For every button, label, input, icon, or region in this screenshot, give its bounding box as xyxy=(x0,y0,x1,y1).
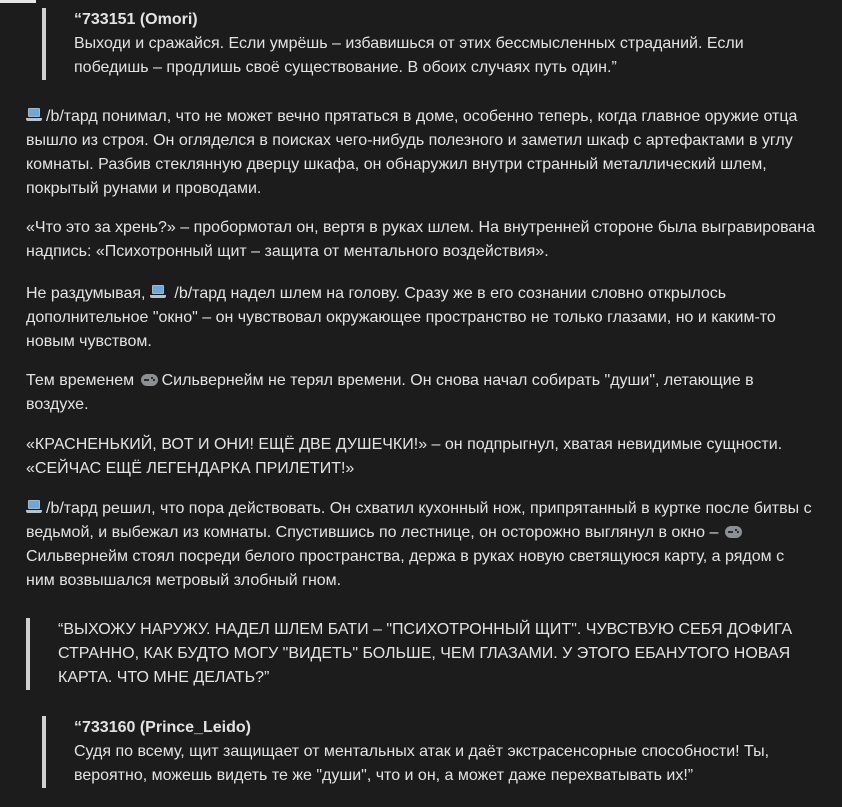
quote-author: “733151 (Omori) xyxy=(74,11,198,28)
gamepad-icon xyxy=(141,374,158,386)
actor-silvername: Сильвернейм xyxy=(26,548,128,565)
quote-text: “ВЫХОЖУ НАРУЖУ. НАДЕЛ ШЛЕМ БАТИ – "ПСИХОТРОННЫЙ ЩИТ". ЧУВСТВУЮ СЕБЯ ДОФИГА СТРАННО, КАК БУДТО МОГУ "ВИДЕТЬ" БОЛЬШЕ, ЧЕМ ГЛАЗАМИ. У ЭТОГО ЕБАНУТОГО НОВАЯ КАРТА. ЧТО МНЕ ДЕЛАТЬ?” xyxy=(58,621,793,686)
story-paragraph xyxy=(26,369,816,417)
top-divider xyxy=(0,0,36,3)
paragraph-text: не терял времени. Он снова начал собирать "души", летающие в воздухе. xyxy=(26,372,754,413)
quote-text: Судя по всему, щит защищает от ментальных атак и даёт экстрасенсорные способности! Ты, вероятно, можешь видеть те же "души", что и он, а может даже перехватывать их!” xyxy=(74,743,770,784)
quote-player xyxy=(26,618,794,690)
story-paragraph xyxy=(26,497,816,593)
actor-btard: /b/тард xyxy=(46,108,98,125)
quote-prince-leido xyxy=(42,716,794,788)
gamepad-icon xyxy=(725,526,742,538)
story-paragraph xyxy=(26,433,816,481)
paragraph-text: стоял посреди белого пространства, держа в руках новую светящуюся карту, а рядом с ним возвышался метровый злобный гном. xyxy=(26,548,785,589)
paragraph-text: «КРАСНЕНЬКИЙ, ВОТ И ОНИ! ЕЩЁ ДВЕ ДУШЕЧКИ!» – он подпрыгнул, хватая невидимые сущности. «СЕЙЧАС ЕЩЁ ЛЕГЕНДАРКА ПРИЛЕТИТ!» xyxy=(26,436,783,477)
actor-btard: /b/тард xyxy=(174,285,227,302)
paragraph-text: надел шлем на голову. Сразу же в его сознании словно открылось дополнительное "окно" – он чувствовал окружающее пространство не только глазами, но и каким-то новым чувством. xyxy=(26,285,776,350)
paragraph-text: решил, что пора действовать. Он схватил кухонный нож, припрятанный в куртке после битвы с ведьмой, и выбежал из комнаты. Спустившись по лестнице, он осторожно выглянул в окно – xyxy=(26,500,812,541)
laptop-icon xyxy=(26,107,42,123)
story-paragraph xyxy=(26,282,816,354)
story-paragraph xyxy=(26,105,816,201)
story-paragraph xyxy=(26,216,816,264)
quote-author: “733160 (Prince_Leido) xyxy=(74,719,251,736)
paragraph-text: «Что это за хрень?» – пробормотал он, вертя в руках шлем. На внутренней стороне была выгравирована надпись: «Психотронный щит – защита от ментального воздействия». xyxy=(26,219,816,260)
actor-silvername: Сильвернейм xyxy=(161,372,264,389)
actor-btard: /b/тард xyxy=(46,500,98,517)
quote-omori xyxy=(42,8,794,80)
paragraph-text: Не раздумывая, xyxy=(26,285,146,302)
paragraph-text: понимал, что не может вечно прятаться в доме, особенно теперь, когда главное оружие отца вышло из строя. Он огляделся в поисках чего-нибудь полезного и заметил шкаф с артефактами в углу комнаты. Разбив стеклянную дверцу шкафа, он обнаружил внутри странный металлический шлем, покрытый рунами и проводами. xyxy=(26,108,798,197)
laptop-icon xyxy=(150,284,166,300)
laptop-icon xyxy=(26,499,42,515)
paragraph-text: Тем временем xyxy=(26,372,135,389)
quote-text: Выходи и сражайся. Если умрёшь – избавишься от этих бессмысленных страданий. Если победишь – продлишь своё существование. В обоих случаях путь один.” xyxy=(74,35,744,76)
